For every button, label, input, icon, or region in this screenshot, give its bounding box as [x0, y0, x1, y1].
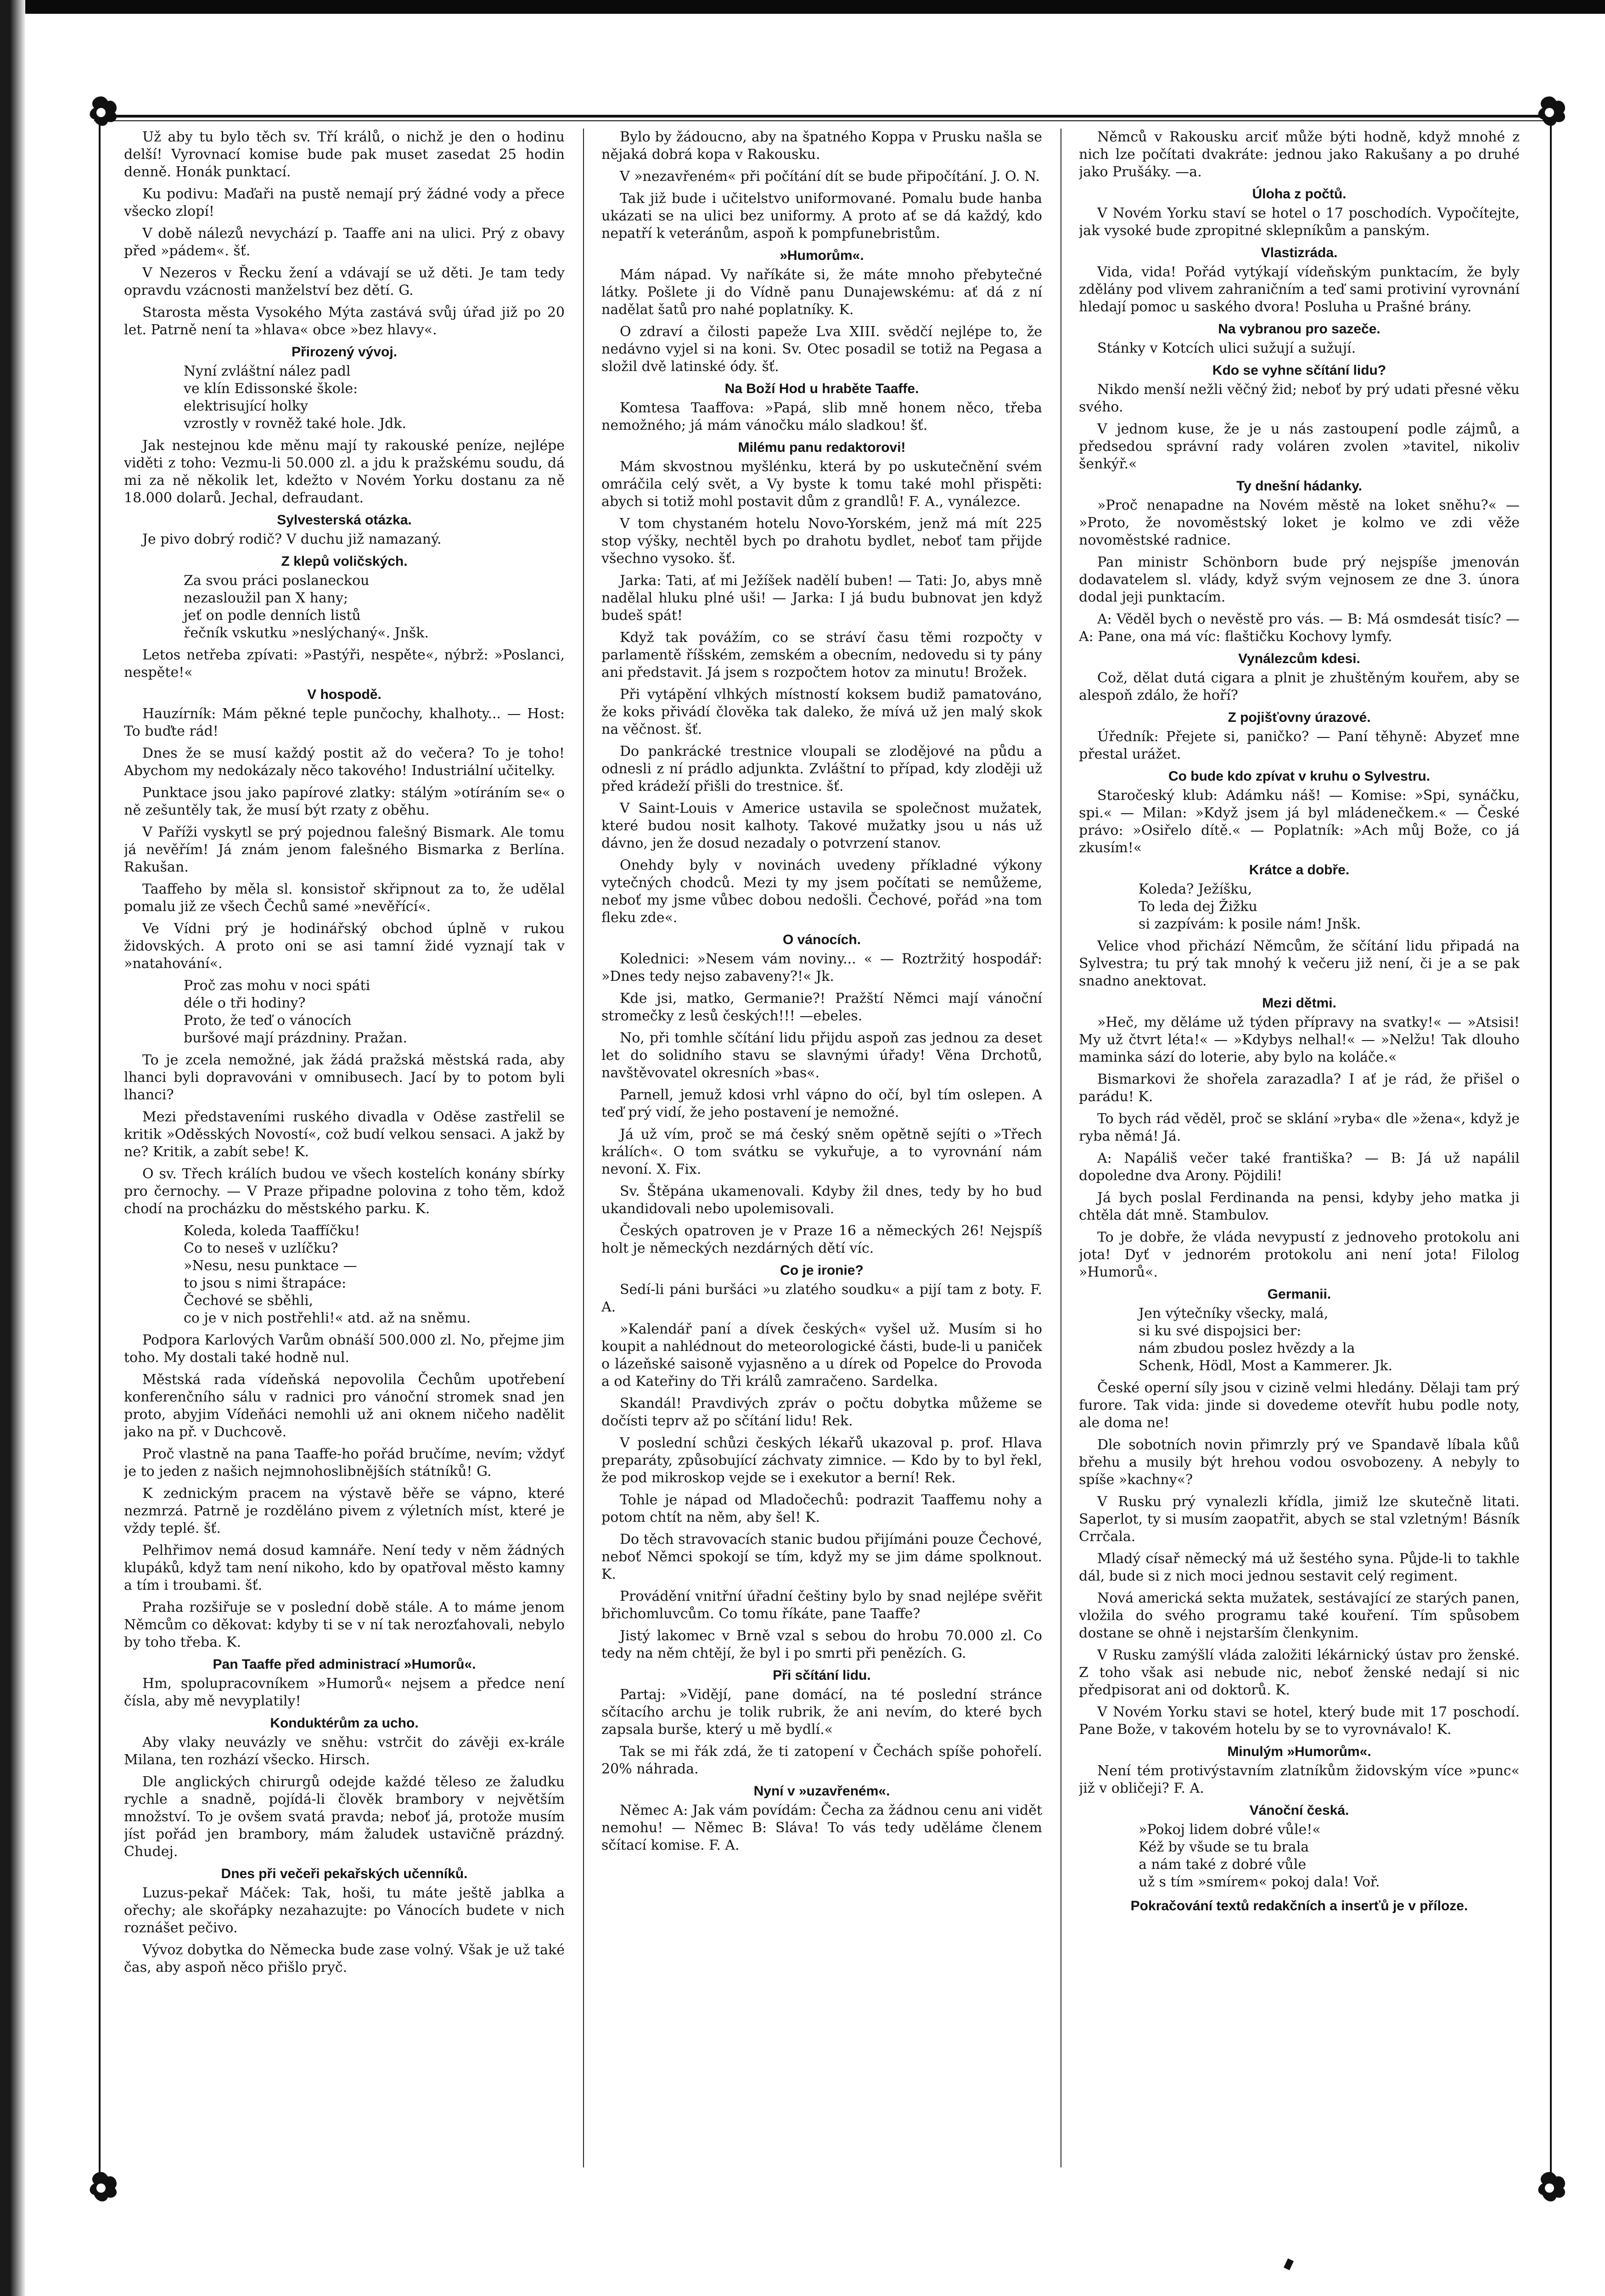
article-paragraph: »Kalendář paní a dívek českých« vyšel už. Musím si ho koupit a nahlédnout do meteorologické části, bude-li u paniček o lázeňské saisoně vyjasněno a u dírek od Popelce do Provoda a od Kateřiny do Tři králů zamračeno. Sardelka. [601, 1321, 1042, 1390]
article-paragraph: V Nezeros v Řecku žení a vdávají se už děti. Je tam tedy opravdu vzácnosti manželství bez dětí. G. [124, 265, 565, 298]
article-heading: Na Boží Hod u hraběte Taaffe. [724, 381, 919, 396]
article-paragraph: Skandál! Pravdivých zpráv o počtu dobytka můžeme se dočísti teprv až po sčítání lidu! Rek. [601, 1396, 1042, 1429]
article-paragraph: Mám skvostnou myšlénku, která by po uskutečnění svém omráčila celý svět, a Vy byste k tomu také mohl přispěti: abych si totiž mohl postavit dům z grandlů! F. A., vynálezce. [601, 459, 1042, 510]
column-left [124, 129, 565, 2167]
article-heading: Krátce a dobře. [1249, 862, 1350, 878]
verse-item: Proč zas mohu v noci spáti déle o tři hodiny? Proto, že teď o vánocích buršové mají prázdniny. Pražan. [184, 978, 408, 1046]
article-paragraph: Úředník: Přejete si, paničko? — Paní těhyně: Abyzeť mne přestal urážet. [1079, 729, 1520, 762]
scan-top-edge [0, 0, 1605, 14]
verse-item: Nyní zvláštní nález padl ve klín Edissonské škole: elektrisující holky vzrostly v rovněž také hole. Jdk. [184, 363, 407, 432]
article-paragraph: Nová americká sekta mužatek, sestávající ze starých panen, vložila do svého programu také kouření. Tím spůsobem dostane se ohně i nejstarším členkynim. [1079, 1590, 1520, 1641]
article-paragraph: V jednom kuse, že je u nás zastoupení podle zájmů, a předsedou správní rady voláren zvolen »tavitel, nikoliv šenkýř.« [1079, 421, 1520, 472]
verse-item: »Pokoj lidem dobré vůle!« Kéž by všude se tu brala a nám také z dobré vůle už s tím »smírem« pokoj dala! Voř. [1139, 1822, 1380, 1890]
left-border [99, 106, 101, 2200]
article-paragraph: České operní síly jsou v cizině velmi hledány. Dělaji tam prý furore. Tak vida: jinde si dovedeme otevřít hubu podle noty, ale doma ne! [1079, 1380, 1520, 1431]
ornament-icon [80, 92, 122, 133]
article-heading: Ty dnešní hádanky. [1236, 478, 1362, 494]
article-paragraph: Sedí-li páni buršáci »u zlatého soudku« a pijí tam z boty. F. A. [601, 1282, 1042, 1315]
scan-left-edge [0, 0, 25, 2296]
article-paragraph: To je zcela nemožné, jak žádá pražská městská rada, aby lhanci byli dopravováni v omnibusech. Jací by to potom byli lhanci? [124, 1052, 565, 1103]
article-heading: V hospodě. [307, 687, 382, 702]
ornament-icon [80, 2167, 122, 2209]
article-paragraph: Já bych poslal Ferdinanda na pensi, kdyby jeho matka ji chtěla dát mně. Stambulov. [1079, 1190, 1520, 1223]
article-paragraph: Starosta města Vysokého Mýta zastává svůj úřad již po 20 let. Patrně není ta »hlava« obce »bez hlavy«. [124, 304, 565, 338]
article-paragraph: V době nálezů nevychází p. Taaffe ani na ulici. Prý z obavy před »pádem«. šť. [124, 225, 565, 259]
article-paragraph: Kde jsi, matko, Germanie?! Pražští Němci mají vánoční stromečky z lesů českých!!! —ebeles. [601, 990, 1042, 1024]
article-paragraph: Luzus-pekař Máček: Tak, hoši, tu máte ještě jablka a ořechy; ale skořápky nezahazujte: po Vánocích budete v nich roznášet pečivo. [124, 1885, 565, 1936]
verse-item: Jen výtečníky všecky, malá, si ku své dispojsici ber: nám zbudou poslez hvězdy a la Schenk, Hödl, Most a Kammerer. Jk. [1139, 1306, 1393, 1374]
article-paragraph: Tak se mi řák zdá, že ti zatopení v Čechách spíše pohořelí. 20% náhrada. [601, 1744, 1042, 1777]
article-paragraph: Stánky v Kotcích ulici sužují a sužují. [1097, 340, 1356, 356]
article-heading: Vánoční česká. [1249, 1803, 1349, 1818]
article-paragraph: Hm, spolupracovníkem »Humorů« nejsem a předce není čísla, aby mě nevyplatily! [124, 1676, 565, 1709]
article-paragraph: Městská rada vídeňská nepovolila Čechům upotřebení konferenčního sálu v radnici pro vánoční stromek snad jen proto, abyjim Vídeňáci nemohli už ani oknem ničeho nadělit jako na př. v Duchcově. [124, 1372, 565, 1440]
continuation-note: Pokračování textů redakčních a inserťů je v příloze. [1130, 1898, 1468, 1913]
article-paragraph: Jarka: Tati, ať mi Ježíšek nadělí buben! — Tati: Jo, abys mně nadělal hluku plné uši! — Jarka: I já budu bubnovat jen když budeš spát! [601, 573, 1042, 624]
article-paragraph: Ve Vídni prý je hodinářský obchod úplně v rukou židovských. A proto oni se asi tamní židé vyznají tak v »natahování«. [124, 921, 565, 972]
article-paragraph: Němců v Rakousku arciť může býti hodně, když mnohé z nich lze počítati dvakráte: jednou jako Rakušany a po druhé jako Prušáky. —a. [1079, 129, 1520, 180]
article-paragraph: Už aby tu bylo těch sv. Tří králů, o nichž je den o hodinu delší! Vyrovnací komise bude pak muset zasedat 25 hodin denně. Honák punktací. [124, 129, 565, 180]
article-paragraph: Pelhřimov nemá dosud kamnáře. Není tedy v něm žádných klupáků, když tam není nikoho, kdo by opatřoval město kamny a tím i troubami. šť. [124, 1542, 565, 1593]
article-paragraph: Taaffeho by měla sl. konsistoř skřipnout za to, že udělal pomalu již ze všech Čechů samé »nevěřící«. [124, 881, 565, 915]
article-paragraph: Jistý lakomec v Brně vzal s sebou do hrobu 70.000 zl. Co tedy na něm chtějí, že byl i po smrti při penězích. G. [601, 1628, 1042, 1661]
article-paragraph: Já už vím, proč se má český sněm opětně sejíti o »Třech králích«. O tom svátku se vykuřuje, a to vyrovnání nám nevoní. X. Fix. [601, 1126, 1042, 1177]
article-paragraph: Tak již bude i učitelstvo uniformované. Pomalu bude hanba ukázati se na ulici bez uniformy. A proto ať se dá každý, kdo nepatří k veteránům, aspoň k pompfunebristům. [601, 191, 1042, 242]
article-heading: Minulým »Humorům«. [1227, 1744, 1371, 1759]
column-middle [601, 129, 1042, 2167]
article-paragraph: Když tak povážím, co se stráví času těmi rozpočty v parlamentě říšském, zemském a obecním, nedovedu si ty pány ani představit. Já jsem s rozpočtem hotov za minutu! Brožek. [601, 630, 1042, 681]
article-paragraph: Velice vhod přichází Němcům, že sčítání lidu připadá na Sylvestra; tu prý tak mnohý k večeru již není, či je a se pak snadno anektovat. [1079, 938, 1520, 989]
article-heading: Milému panu redaktorovi! [738, 440, 906, 455]
article-paragraph: Není tém protivýstavním zlatníkům židovským více »punc« již v obličeji? F. A. [1079, 1763, 1520, 1796]
article-paragraph: V Saint-Louis v Americe ustavila se společnost mužatek, které budou nosit kalhoty. Takové mužatky jsou u nás už dávno, jen že dosud nezadaly o potvrzení stanov. [601, 800, 1042, 851]
article-heading: Konduktérům za ucho. [270, 1716, 419, 1731]
article-paragraph: Což, dělat dutá cigara a plnit je zhuštěným kouřem, aby se alespoň zdálo, že hoří? [1079, 670, 1520, 703]
article-paragraph: A: Věděl bych o nevěstě pro vás. — B: Má osmdesát tisíc? — A: Pane, ona má víc: flaštičku Kochovy lymfy. [1079, 611, 1520, 645]
article-paragraph: »Proč nenapadne na Novém městě na loket sněhu?« — »Proto, že novoměstský loket je kolmo ve zdi věže novoměstské radnice. [1079, 497, 1520, 548]
article-paragraph: V Novém Yorku stavi se hotel, který bude mit 17 poschodí. Pane Bože, v takovém hotelu by se to vyrovnávalo! K. [1079, 1704, 1520, 1738]
article-heading: Nyní v »uzavřeném«. [753, 1784, 890, 1799]
article-heading: Z klepů voličských. [281, 554, 408, 569]
article-paragraph: Punktace jsou jako papírové zlatky: stálým »otíráním se« o ně zešuntěly tak, že musí být rzaty z oběhu. [124, 785, 565, 818]
article-paragraph: Dnes že se musí každý postit až do večera? To je toho! Abychom my nedokázaly něco takového! Industriální učitelky. [124, 745, 565, 779]
article-paragraph: Praha rozšiřuje se v poslední době stále. A to máme jenom Němcům co děkovat: kdyby ti se v ní tak nerozťahovali, nebylo by toho třeba. K. [124, 1599, 565, 1650]
article-paragraph: Při vytápění vlhkých místností koksem budiž pamatováno, že koks přivádí člověka tak daleko, že mívá už jen malý skok na věčnost. šť. [601, 687, 1042, 737]
article-heading: »Humorům«. [780, 248, 864, 263]
article-paragraph: Komtesa Taaffova: »Papá, slib mně honem něco, třeba nemožného; já mám vánočku málo sladkou! šť. [601, 400, 1042, 433]
article-paragraph: Hauzírník: Mám pěkné teple punčochy, khalhoty... — Host: To buďte rád! [124, 706, 565, 739]
article-heading: Při sčítání lidu. [773, 1668, 871, 1683]
article-paragraph: Mám nápad. Vy naříkáte si, že máte mnoho přebytečné látky. Pošlete ji do Vídně panu Dunajewskému: ať dá z ní nadělat šatů pro nahé poplatníky. K. [601, 267, 1042, 318]
article-heading: Co je ironie? [780, 1263, 864, 1278]
verse-item: Koleda, koleda Taaffíčku! Co to neseš v uzlíčku? »Nesu, nesu punktace — to jsou s nimi štrapáce: Čechové se sběhli, co je v nich postřehli!« atd. až na sněmu. [184, 1223, 471, 1326]
article-paragraph: V poslední schůzi českých lékařů ukazoval p. prof. Hlava preparáty, způsobující záchvaty zimnice. — Kdo by to byl řekl, že pod mikroskop vejde se i exekutor a berní! Rek. [601, 1435, 1042, 1486]
article-paragraph: No, při tomhle sčítání lidu přijdu aspoň zas jednou za deset let do solidního stavu se slavnými úřady! Věna Drchotů, navštěvovatel okresních »bas«. [601, 1030, 1042, 1081]
article-heading: Germanii. [1267, 1287, 1331, 1302]
article-heading: O vánocích. [782, 932, 861, 947]
article-paragraph: Němec A: Jak vám povídám: Čecha za žádnou cenu ani vidět nemohu! — Němec B: Sláva! To vás tedy uděláme členem sčítací komise. F. A. [601, 1802, 1042, 1853]
top-border [94, 115, 1556, 118]
article-paragraph: Podpora Karlových Varům obnáší 500.000 zl. No, přejme jim toho. My dostali také hodně nul. [124, 1332, 565, 1366]
article-heading: Pan Taaffe před administrací »Humorů«. [213, 1657, 476, 1672]
print-mark [1284, 2258, 1294, 2270]
article-paragraph: »Heč, my děláme už týden přípravy na svatky!« — »Atsisi! My už čtvrt léta!« — »Kdybys nelhal!« — »Nelžu! Tak dlouho maminka sází do loterie, aby bylo na koláče.« [1079, 1014, 1520, 1065]
article-heading: Na vybranou pro sazeče. [1218, 321, 1381, 337]
column-divider [583, 129, 584, 2167]
article-paragraph: To bych rád věděl, proč se sklání »ryba« dle »žena«, když je ryba němá! Já. [1079, 1111, 1520, 1144]
article-heading: Dnes při večeři pekařských učenníků. [221, 1866, 468, 1881]
article-paragraph: Dle anglických chirurgů odejde každé těleso ze žaludku rychle a snadně, pojídá-li člověk brambory v největším množství. To je ovšem svatá pravda; neboť já, protože musím jíst pořád jen brambory, mám žaludek ustavičně prázdný. Chudej. [124, 1774, 565, 1860]
article-paragraph: Bylo by žádoucno, aby na špatného Koppa v Prusku našla se nějaká dobrá kopa v Rakousku. [601, 129, 1042, 163]
article-paragraph: Kolednici: »Nesem vám noviny... « — Roztržitý hospodář: »Dnes tedy nejso zabaveny?!« Jk. [601, 951, 1042, 985]
column-right [1079, 129, 1520, 2167]
article-paragraph: Vida, vida! Pořád vytýkají vídeňským punktacím, že byly zdělány pod vlivem zahraničním a teď sami protiviní vyrovnání hledají pomoc u saského dvora! Posluha u Prašné brány. [1079, 264, 1520, 315]
article-paragraph: Ku podivu: Maďaři na pustě nemají prý žádné vody a přece všecko zlopí! [124, 186, 565, 219]
article-paragraph: Do pankrácké trestnice vloupali se zlodějové na půdu a odnesli z ní prádlo adjunkta. Zvláštní to případ, kdy zloději už před krádeží přišli do trestnice. šť. [601, 743, 1042, 794]
article-heading: Úloha z počtů. [1252, 186, 1347, 202]
article-heading: Sylvesterská otázka. [277, 512, 412, 528]
article-paragraph: V tom chystaném hotelu Novo-Yorském, jenž má mít 225 stop výšky, nechtěl bych po drahotu bydlet, neboť tam přijde všechno vysoko. šť. [601, 516, 1042, 567]
article-paragraph: Sv. Štěpána ukamenovali. Kdyby žil dnes, tedy by ho bud ukandidovali nebo upolemisovali. [601, 1183, 1042, 1217]
article-heading: Vynálezcům kdesi. [1238, 651, 1360, 666]
newspaper-page [80, 92, 1570, 2209]
article-paragraph: V Paříži vyskytl se prý pojednou falešný Bismark. Ale tomu já nevěřím! Já znám jenom falešného Bismarka z Berlína. Rakušan. [124, 824, 565, 875]
article-paragraph: Bismarkovi že shořela zarazadla? I ať je rád, že přišel o parádu! K. [1079, 1071, 1520, 1105]
article-paragraph: To je dobře, že vláda nevypustí z jednoveho protokolu ani jota! Dyť v jednorém protokolu ani není jota! Filolog »Humorů«. [1079, 1229, 1520, 1280]
article-paragraph: V Rusku zamýšlí vláda založiti lékárnický ústav pro ženské. Z toho však asi nebude nic, neboť ženské nedají si nic předpisorat ani od doktorů. K. [1079, 1647, 1520, 1698]
ornament-icon [1529, 2167, 1570, 2209]
columns [124, 129, 1529, 2167]
right-border [1550, 106, 1552, 2200]
verse-item: Koleda? Ježíšku, To leda dej Žižku si zazpívám: k posile nám! Jnšk. [1139, 881, 1361, 932]
article-paragraph: O zdraví a čilosti papeže Lva XIII. svědčí nejlépe to, že nedávno vyjel si na koni. Sv. Otec posadil se totiž na Pegasa a složil dvě latinské ódy. šť. [601, 324, 1042, 375]
article-heading: Mezi dětmi. [1262, 996, 1336, 1011]
article-paragraph: Partaj: »Vidějí, pane domácí, na té poslední stránce sčítacího archu je tolik rubrik, že ani nevím, do které bych zapsala burše, který u mě bydlí.« [601, 1687, 1042, 1738]
article-paragraph: O sv. Třech králích budou ve všech kostelích konány sbírky pro černochy. — V Praze připadne polovina z toho těm, kdož chodí na procházku do městského parku. K. [124, 1166, 565, 1217]
article-paragraph: Mladý císař německý má už šestého syna. Půjde-li to takhle dál, bude si z nich moci jednou sestavit celý regiment. [1079, 1551, 1520, 1584]
article-paragraph: Vývoz dobytka do Německa bude zase volný. Však je už také čas, aby aspoň něco přišlo pryč. [124, 1942, 565, 1975]
top-border-thin [94, 120, 1556, 121]
ornament-icon [1529, 92, 1570, 133]
article-paragraph: Proč vlastně na pana Taaffe-ho pořád bručíme, nevím; vždyť je to jeden z našich nejmnohoslibnějších státníků! G. [124, 1446, 565, 1480]
article-paragraph: Pan ministr Schönborn bude prý nejspíše jmenován dodavatelem sl. vlády, když svým vejnosem ze dne 3. února dodal jeji punktacím. [1079, 554, 1520, 605]
article-paragraph: Staročeský klub: Adámku náš! — Komise: »Spi, synáčku, spi.« — Milan: »Když jsem já byl mládenečkem.« — České právo: »Osiřelo dítě.« — Poplatník: »Ach můj Bože, co já zkusím!« [1079, 788, 1520, 856]
article-paragraph: V »nezavřeném« při počítání dít se bude připočítání. J. O. N. [620, 169, 1040, 185]
verse-item: Za svou práci poslaneckou nezasloužil pan X hany; jeť on podle denních listů řečník vskutku »neslýchaný«. Jnšk. [184, 573, 429, 641]
article-paragraph: Je pivo dobrý rodič? V duchu již namazaný. [142, 531, 442, 547]
article-paragraph: Tohle je nápad od Mladočechů: podrazit Taaffemu nohy a potom chtít na něm, aby šel! K. [601, 1492, 1042, 1525]
article-paragraph: A: Napáliš večer také františka? — B: Já už napálil dopoledne dva Arony. Pöjdili! [1079, 1150, 1520, 1184]
article-paragraph: Aby vlaky neuvázly ve sněhu: vstrčit do závěji ex-krále Milana, ten rozhází všecko. Hirsch. [124, 1734, 565, 1768]
article-paragraph: V Novém Yorku staví se hotel o 17 poschodích. Vypočítejte, jak vysoké bude zpropitné sklepníkům a panským. [1079, 205, 1520, 239]
article-paragraph: Jak nestejnou kde měnu mají ty rakouské peníze, nejlépe viděti z toho: Vezmu-li 50.000 zl. a jdu k pražskému soudu, dá mi za ně několik let, kdežto v Novém Yorku dostanu za ně 18.000 dolarů. Jechal, defraudant. [124, 438, 565, 506]
article-paragraph: Onehdy byly v novinách uvedeny příkladné výkony vytečných chodců. Mezi ty my jsem počítati se nemůžeme, neboť my jsme vůbec dobou nedošli. Čechové, pořád »na tom fleku zde«. [601, 857, 1042, 926]
article-heading: Přirozený vývoj. [291, 344, 398, 360]
article-paragraph: Nikdo menší nežli věčný žid; neboť by prý udati přesné věku svého. [1079, 382, 1520, 415]
article-paragraph: Parnell, jemuž kdosi vrhl vápno do očí, byl tím oslepen. A teď prý vidí, že jeho postavení je nemožné. [601, 1087, 1042, 1120]
article-heading: Kdo se vyhne sčítání lidu? [1212, 363, 1386, 378]
article-heading: Z pojišťovny úrazové. [1228, 710, 1371, 725]
article-heading: Vlastizráda. [1261, 245, 1338, 260]
article-paragraph: Provádění vnitřní úřadní češtiny bylo by snad nejlépe svěřit břichomluvcům. Co tomu říkáte, pane Taaffe? [601, 1588, 1042, 1622]
article-paragraph: V Rusku prý vynalezli křídla, jimiž lze skutečně litati. Saperlot, ty si musím zaopatřit, abych se stal vzletným! Básník Crrčala. [1079, 1494, 1520, 1545]
article-paragraph: Mezi představeními ruského divadla v Oděse zastřelil se kritik »Oděsských Novostí«, což budí velkou sensaci. A jakž by ne? Kritik, a zabít sebe! K. [124, 1109, 565, 1160]
article-paragraph: Dle sobotních novin přimrzly prý ve Spandavě líbala kůů břehu a musily být hrehou vodou osvobozeny. A nebyly to spíše »kachny«? [1079, 1437, 1520, 1488]
article-paragraph: Do těch stravovacích stanic budou přijímáni pouze Čechové, neboť Němci spokojí se tím, když my se jim dáme spolknout. K. [601, 1531, 1042, 1582]
article-paragraph: K zednickým pracem na výstavě běře se vápno, které nezmrzá. Patrně je rozděláno pivem z výletních míst, které je vždy teplé. šť. [124, 1486, 565, 1536]
article-paragraph: Českých opatroven je v Praze 16 a německých 26! Nejspíš holt je německých nezdárných dětí víc. [601, 1223, 1042, 1256]
article-paragraph: Letos netřeba zpívati: »Pastýři, nespěte«, nýbrž: »Poslanci, nespěte!« [124, 647, 565, 681]
article-heading: Co bude kdo zpívat v kruhu o Sylvestru. [1168, 769, 1431, 784]
